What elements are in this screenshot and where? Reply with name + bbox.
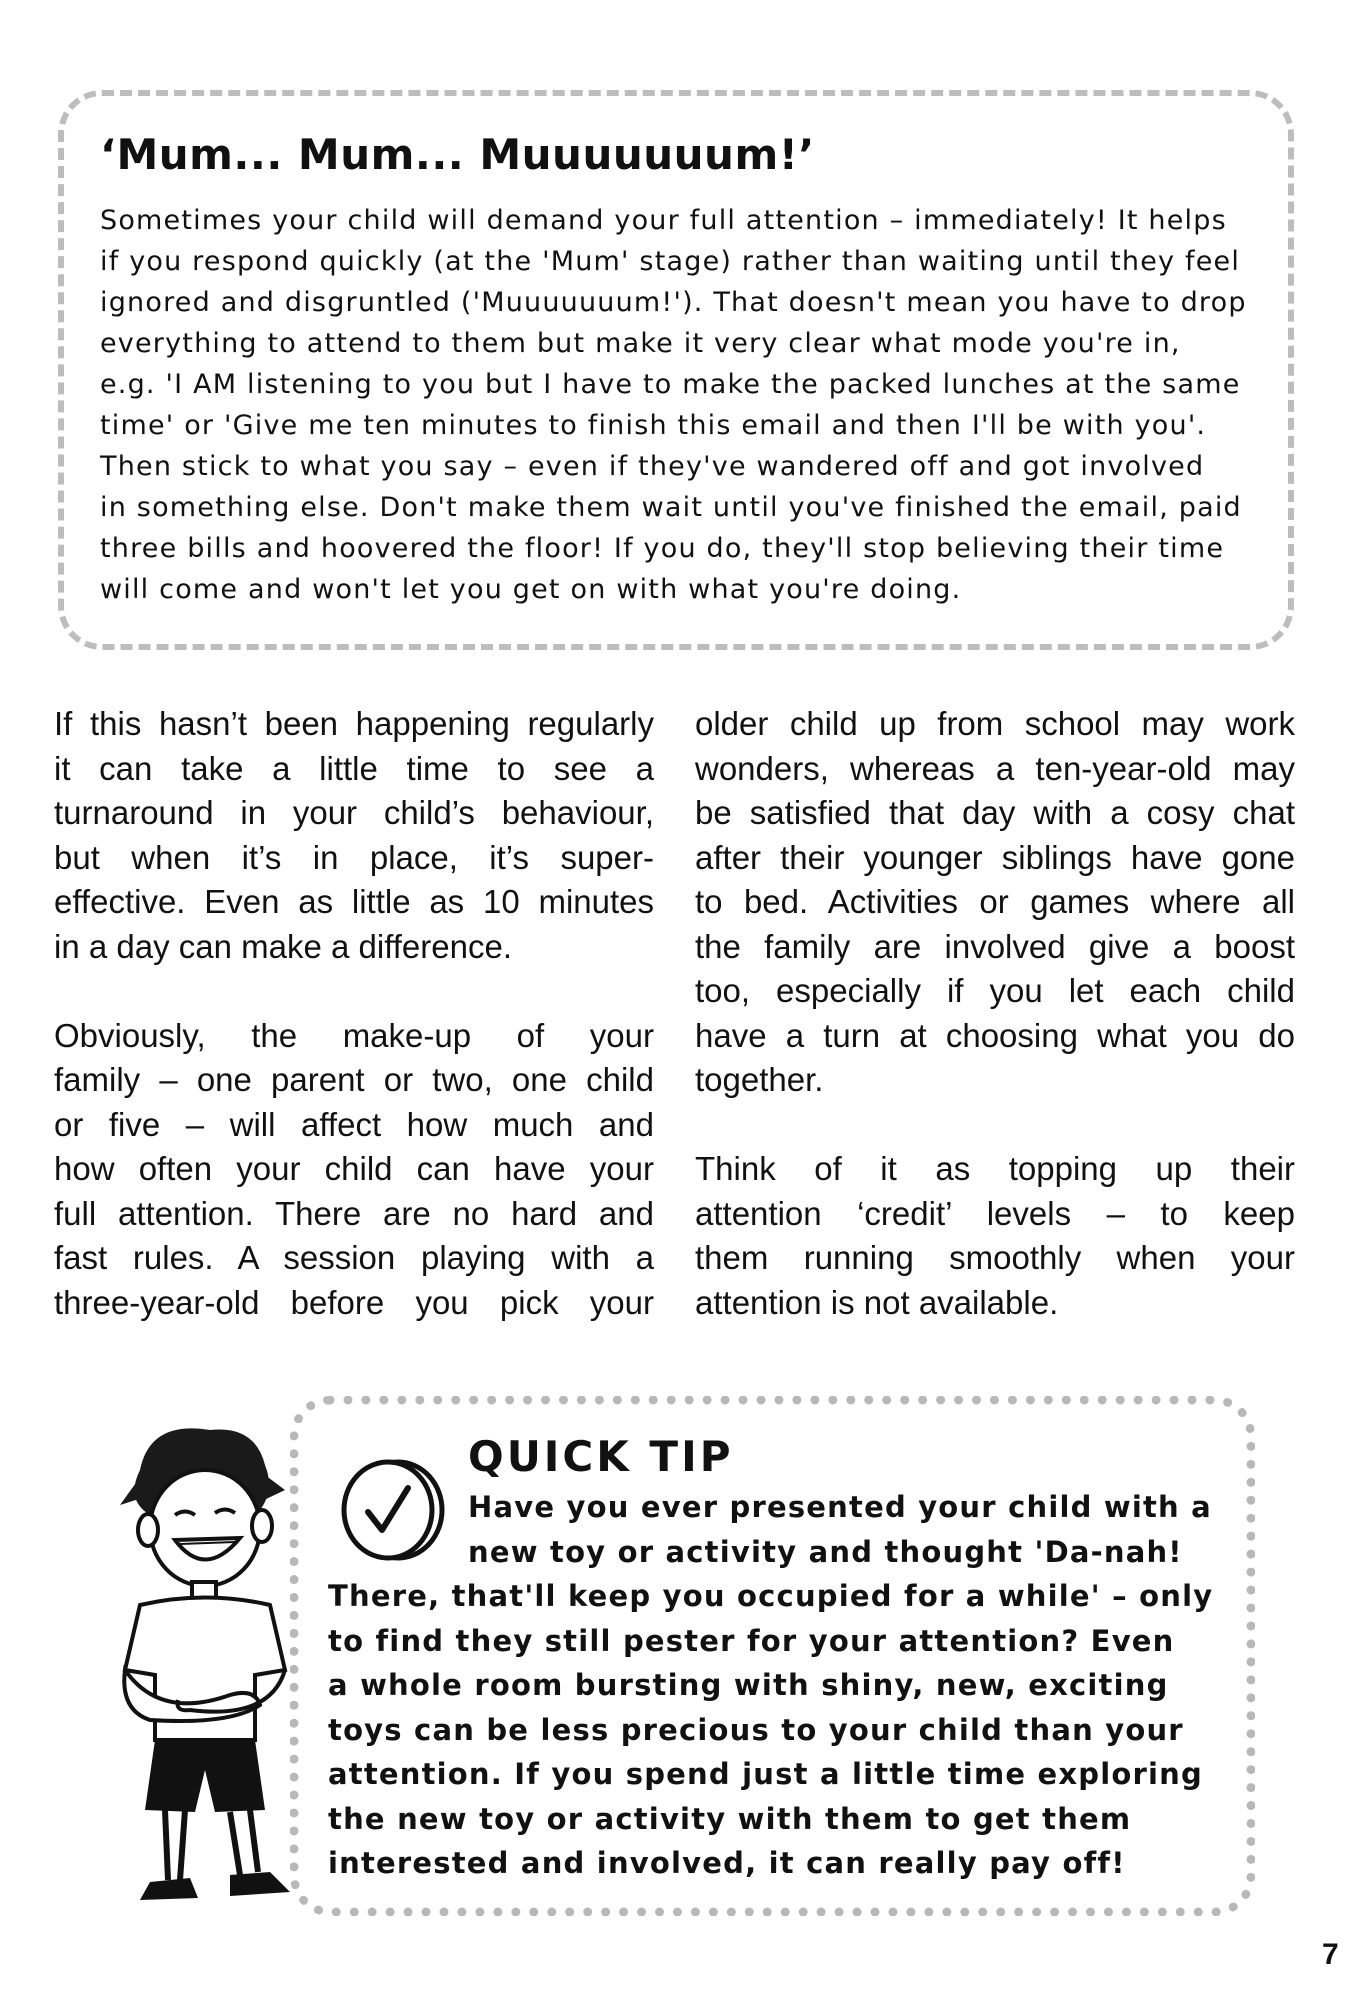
text-line: effective. Even as little as 10 minutes	[54, 883, 654, 920]
text-line: to bed. Activities or games where all	[695, 883, 1295, 920]
text-line: Think of it as topping up their	[695, 1150, 1295, 1187]
body-paragraph	[54, 702, 654, 969]
text-line: attention ‘credit’ levels – to keep	[695, 1194, 1295, 1232]
text-line: after their younger siblings have gone	[695, 838, 1295, 876]
text-line: older child up from school may work	[695, 705, 1295, 742]
callout-line: in something else. Don't make them wait until you've finished the email, paid	[100, 492, 1242, 523]
text-line: Obviously, the make-up of your	[54, 1016, 654, 1054]
page-number: 7	[1322, 1938, 1339, 1971]
quick-tip-line: the new toy or activity with them to get them	[328, 1801, 1132, 1836]
left-column	[54, 702, 654, 1370]
quick-tip-body	[328, 1485, 1228, 1886]
callout-line: if you respond quickly (at the 'Mum' stage) rather than waiting until they feel	[100, 246, 1241, 277]
text-line: family – one parent or two, one child	[54, 1061, 654, 1098]
body-paragraph	[695, 702, 1295, 1103]
text-line: full attention. There are no hard and	[54, 1194, 654, 1232]
callout-line: three bills and hoovered the floor! If you do, they'll stop believing their time	[100, 533, 1225, 564]
text-line: them running smoothly when your	[695, 1239, 1295, 1276]
callout-line: Then stick to what you say – even if they've wandered off and got involved	[100, 451, 1205, 482]
text-line: attention is not available.	[695, 1283, 1059, 1321]
text-line: three-year-old before you pick your	[54, 1283, 654, 1321]
callout-line: time' or 'Give me ten minutes to finish this email and then I'll be with you'.	[100, 410, 1207, 441]
text-line: fast rules. A session playing with a	[54, 1239, 654, 1276]
quick-tip-line: new toy or activity and thought 'Da-nah!	[468, 1534, 1183, 1569]
text-line: together.	[695, 1061, 824, 1098]
callout-line: ignored and disgruntled ('Muuuuuuum!'). That doesn't mean you have to drop	[100, 287, 1247, 318]
quick-tip-title: QUICK TIP	[468, 1432, 734, 1481]
callout-line: Sometimes your child will demand your full attention – immediately! It helps	[100, 205, 1227, 236]
text-line: have a turn at choosing what you do	[695, 1016, 1295, 1054]
text-line: If this hasn’t been happening regularly	[54, 705, 654, 742]
text-line: too, especially if you let each child	[695, 972, 1295, 1009]
text-line: turnaround in your child’s behaviour,	[54, 794, 654, 831]
body-paragraph	[54, 1014, 654, 1326]
text-line: in a day can make a difference.	[54, 927, 513, 965]
quick-tip-line: interested and involved, it can really pay off!	[328, 1846, 1126, 1880]
callout-line: everything to attend to them but make it very clear what mode you're in,	[100, 328, 1181, 359]
quick-tip-line: attention. If you spend just a little time exploring	[328, 1757, 1203, 1791]
callout-title: ‘Mum... Mum... Muuuuuuum!’	[100, 130, 815, 179]
quick-tip-line: toys can be less precious to your child than your	[328, 1712, 1184, 1747]
quick-tip-line: to find they still pester for your attention? Even	[328, 1623, 1175, 1658]
body-paragraph	[695, 1147, 1295, 1325]
right-column	[695, 702, 1295, 1370]
text-line: or five – will affect how much and	[54, 1105, 654, 1143]
text-line: how often your child can have your	[54, 1150, 654, 1187]
text-line: the family are involved give a boost	[695, 927, 1295, 965]
callout-line: e.g. 'I AM listening to you but I have to make the packed lunches at the same	[100, 369, 1241, 400]
checkmark-coin-icon	[330, 1450, 450, 1570]
text-line: it can take a little time to see a	[54, 749, 654, 787]
quick-tip-line: There, that'll keep you occupied for a while' – only	[328, 1579, 1214, 1613]
text-line: be satisfied that day with a cosy chat	[695, 794, 1295, 831]
quick-tip-line: a whole room bursting with shiny, new, exciting	[328, 1668, 1169, 1702]
callout-body	[100, 200, 1260, 610]
callout-line: will come and won't let you get on with what you're doing.	[100, 574, 962, 605]
text-line: wonders, whereas a ten-year-old may	[695, 749, 1295, 787]
quick-tip-line: Have you ever presented your child with a	[468, 1490, 1212, 1524]
text-line: but when it’s in place, it’s super-	[54, 838, 654, 876]
